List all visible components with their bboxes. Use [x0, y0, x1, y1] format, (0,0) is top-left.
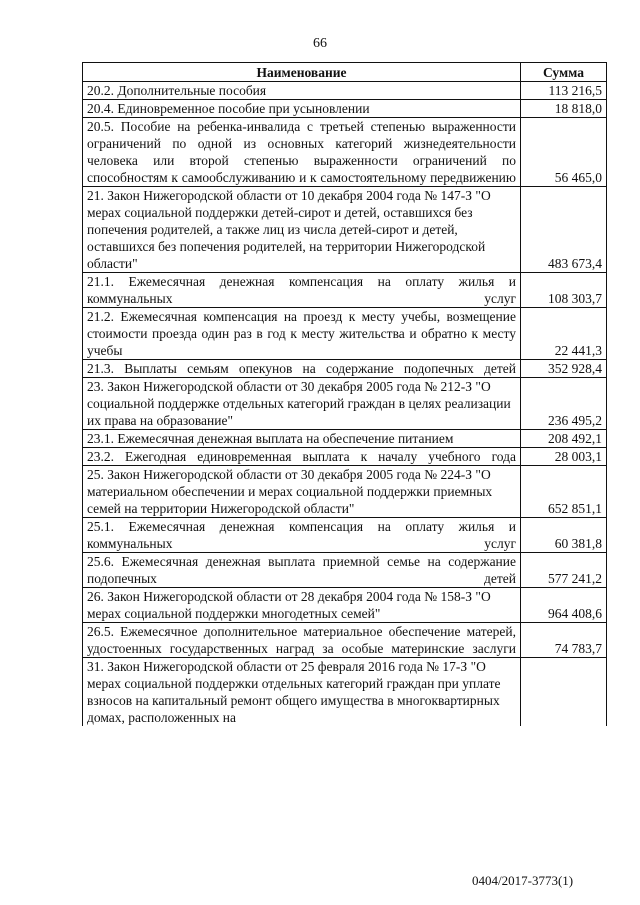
- table-row: [83, 588, 607, 623]
- column-header-name: Наименование: [83, 63, 521, 82]
- table-row: [83, 466, 607, 518]
- row-name: 23. Закон Нижегородской области от 30 декабря 2005 года № 212-З "О социальной поддержке отдельных категорий граждан в целях реализации их права на образование": [83, 378, 521, 430]
- row-name: 25. Закон Нижегородской области от 30 декабря 2005 года № 224-З "О материальном обеспечении и мерах социальной поддержки приемных семей на территории Нижегородской области": [83, 466, 521, 518]
- row-sum: 652 851,1: [521, 466, 607, 518]
- row-name: 20.5. Пособие на ребенка-инвалида с третьей степенью выраженности ограничений по одной из основных категорий жизнедеятельности человека или второй степенью выраженности ограничений по способностям к самообслуживанию и к самостоятельному передвижению: [83, 118, 521, 187]
- row-name: 25.1. Ежемесячная денежная компенсация на оплату жилья и коммунальных услуг: [83, 518, 521, 553]
- page-number: 66: [313, 36, 327, 51]
- row-name: 21. Закон Нижегородской области от 10 декабря 2004 года № 147-З "О мерах социальной поддержки детей-сирот и детей, оставшихся без попечения родителей, а также лиц из числа детей-сирот и детей, оставшихся без попечения родителей, на территории Нижегородской области": [83, 187, 521, 273]
- table-row: [83, 100, 607, 118]
- table-row: [83, 518, 607, 553]
- row-sum: 577 241,2: [521, 553, 607, 588]
- row-name: 21.2. Ежемесячная компенсация на проезд к месту учебы, возмещение стоимости проезда один раз в год к месту жительства и обратно к месту учебы: [83, 308, 521, 360]
- row-sum: 22 441,3: [521, 308, 607, 360]
- row-name: 31. Закон Нижегородской области от 25 февраля 2016 года № 17-З "О мерах социальной поддержки отдельных категорий граждан при уплате взносов на капитальный ремонт общего имущества в многоквартирных домах, расположенных на: [83, 658, 521, 727]
- row-sum: 236 495,2: [521, 378, 607, 430]
- row-name: 20.4. Единовременное пособие при усыновлении: [83, 100, 521, 118]
- table-header-row: [83, 63, 607, 82]
- row-name: 21.3. Выплаты семьям опекунов на содержание подопечных детей: [83, 360, 521, 378]
- row-name: 25.6. Ежемесячная денежная выплата приемной семье на содержание подопечных детей: [83, 553, 521, 588]
- row-name: 26. Закон Нижегородской области от 28 декабря 2004 года № 158-З "О мерах социальной поддержки многодетных семей": [83, 588, 521, 623]
- table-row: [83, 658, 607, 727]
- row-sum: 18 818,0: [521, 100, 607, 118]
- row-name: 21.1. Ежемесячная денежная компенсация на оплату жилья и коммунальных услуг: [83, 273, 521, 308]
- document-code: 0404/2017-3773(1): [472, 873, 574, 888]
- table-row: [83, 273, 607, 308]
- table-row: [83, 82, 607, 100]
- row-sum: 60 381,8: [521, 518, 607, 553]
- row-sum: 964 408,6: [521, 588, 607, 623]
- table-row: [83, 448, 607, 466]
- column-header-sum: Сумма: [521, 63, 607, 82]
- row-name: 20.2. Дополнительные пособия: [83, 82, 521, 100]
- row-name: 26.5. Ежемесячное дополнительное материальное обеспечение матерей, удостоенных государственных наград за особые материнские заслуги: [83, 623, 521, 658]
- row-sum: 113 216,5: [521, 82, 607, 100]
- row-sum: 352 928,4: [521, 360, 607, 378]
- row-name: 23.1. Ежемесячная денежная выплата на обеспечение питанием: [83, 430, 521, 448]
- row-name: 23.2. Ежегодная единовременная выплата к началу учебного года: [83, 448, 521, 466]
- table-row: [83, 378, 607, 430]
- table-row: [83, 430, 607, 448]
- table-row: [83, 360, 607, 378]
- row-sum: 108 303,7: [521, 273, 607, 308]
- table-row: [83, 118, 607, 187]
- row-sum: 56 465,0: [521, 118, 607, 187]
- row-sum: [521, 658, 607, 727]
- row-sum: 483 673,4: [521, 187, 607, 273]
- row-sum: 28 003,1: [521, 448, 607, 466]
- budget-table: [82, 62, 607, 726]
- table-row: [83, 553, 607, 588]
- table-row: [83, 623, 607, 658]
- table-row: [83, 308, 607, 360]
- table-row: [83, 187, 607, 273]
- row-sum: 74 783,7: [521, 623, 607, 658]
- row-sum: 208 492,1: [521, 430, 607, 448]
